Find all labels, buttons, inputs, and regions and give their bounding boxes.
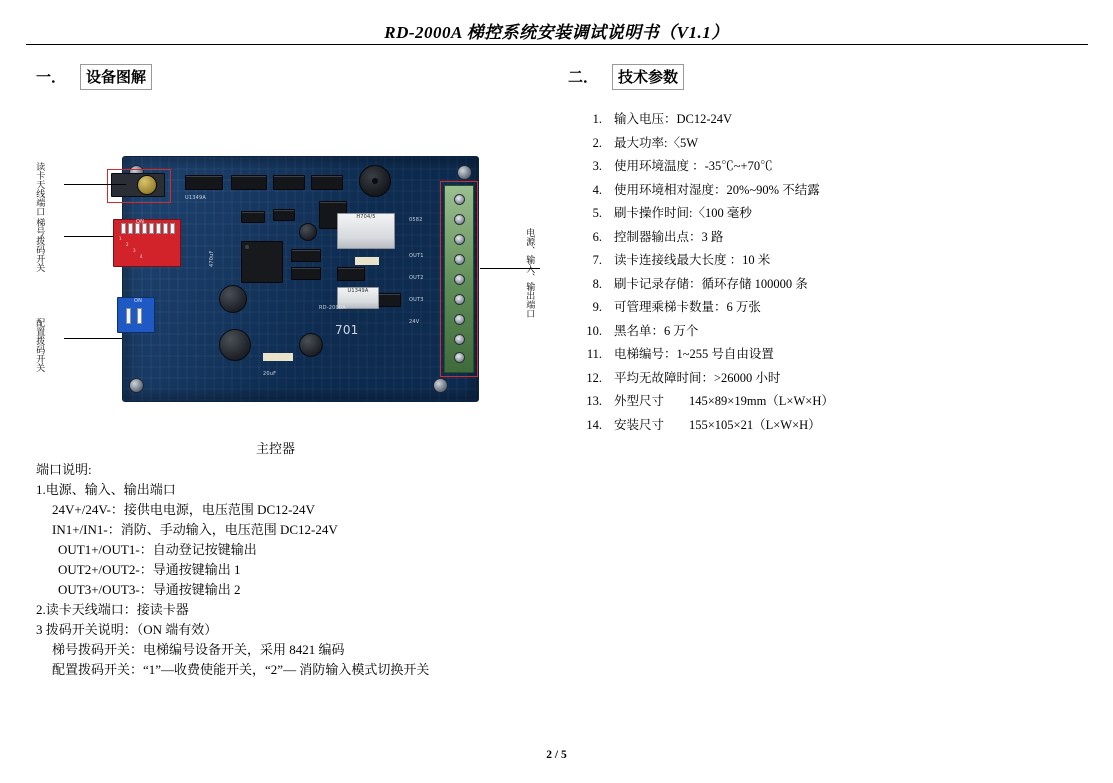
section-heading-device-diagram	[36, 64, 152, 90]
callout-leader	[64, 338, 122, 339]
port-line: OUT2+/OUT2-：导通按键输出 1	[58, 562, 241, 577]
dip-digit: 4	[140, 254, 143, 259]
ic-chip	[273, 209, 295, 221]
section-number: 二．	[568, 70, 599, 86]
pin-header	[263, 353, 293, 361]
pcb-board	[119, 156, 479, 402]
spec-text: 输入电压：DC12-24V	[614, 112, 733, 126]
spec-index: 7.	[592, 253, 602, 267]
page-footer: 2 / 5	[546, 749, 567, 761]
spec-index: 4.	[592, 182, 602, 197]
board-caption: 主控器	[256, 441, 296, 456]
spec-text: 可管理乘梯卡数量：6 万张	[614, 300, 761, 314]
relay	[337, 213, 395, 249]
capacitor	[219, 329, 251, 361]
port-description-heading: 端口说明:	[36, 462, 92, 477]
spec-item	[568, 367, 1068, 391]
spec-item	[568, 155, 1068, 179]
spec-item	[568, 343, 1068, 367]
dip-on-label: ON	[134, 298, 143, 304]
config-dip-switch[interactable]	[117, 297, 155, 333]
ic-chip	[291, 249, 321, 262]
silk-label: 24V	[409, 319, 420, 325]
dip-digit: 2	[126, 242, 129, 247]
spec-index: 3.	[592, 159, 602, 173]
highlight-box-antenna	[107, 169, 171, 203]
relay-silk-label: U1349A	[347, 288, 369, 294]
section-title: 技术参数	[612, 64, 684, 90]
mount-hole	[129, 378, 144, 393]
spec-item	[568, 414, 1068, 438]
silk-label: U1349A	[185, 195, 207, 201]
spec-text: 安装尺寸 155×105×21（L×W×H）	[614, 417, 821, 432]
callout-leader	[64, 184, 126, 185]
elevator-number-dip-switch[interactable]	[113, 219, 181, 267]
spec-text: 外型尺寸 145×89×19mm（L×W×H）	[614, 394, 834, 408]
spec-text: 电梯编号：1~255 号自由设置	[614, 347, 774, 361]
spec-item	[568, 390, 1068, 414]
spec-index: 11.	[586, 347, 602, 361]
spec-text: 读卡连接线最大长度 ：10 米	[614, 253, 771, 267]
spec-item	[568, 132, 1068, 156]
spec-text: 使用环境温度 ：-35℃~+70℃	[614, 159, 773, 173]
dip-digit: 1	[119, 236, 122, 241]
spec-item	[568, 249, 1068, 273]
port-description-block	[36, 460, 556, 680]
spec-text: 黑名单：6 万个	[614, 323, 699, 338]
spec-text: 平均无故障时间：>26000 小时	[614, 370, 781, 385]
header-divider	[26, 44, 1088, 45]
port-line: 24V+/24V-：接供电电源，电压范围 DC12-24V	[52, 502, 315, 517]
spec-index: 14.	[586, 417, 602, 432]
spec-item	[568, 179, 1068, 203]
port-line: 2.读卡天线端口：接读卡器	[36, 602, 189, 617]
capacitor	[219, 285, 247, 313]
silk-label: OUT2	[409, 275, 424, 281]
dip-on-label: ON	[136, 219, 145, 225]
ic-chip	[241, 211, 265, 223]
callout-power-io-port: 电源、输入、输出端口	[525, 228, 536, 318]
silk-label: 470uF	[209, 250, 215, 267]
silk-label: 0582	[409, 217, 423, 223]
ic-chip	[185, 175, 223, 190]
silk-label: 20uF	[263, 371, 277, 377]
spec-text: 控制器输出点：3 路	[614, 229, 724, 244]
ic-chip	[311, 175, 343, 190]
callout-leader	[64, 236, 114, 237]
port-line: 1.电源、输入、输出端口	[36, 482, 176, 497]
ic-chip	[231, 175, 267, 190]
capacitor	[299, 223, 317, 241]
port-line: OUT1+/OUT1-：自动登记按键输出	[58, 542, 257, 557]
mount-hole	[457, 165, 472, 180]
spec-text: 最大功率:〈5W	[614, 135, 699, 150]
section-title: 设备图解	[80, 64, 152, 90]
dip-digit: 3	[133, 248, 136, 253]
ic-chip	[337, 267, 365, 281]
port-line: IN1+/IN1-：消防、手动输入，电压范围 DC12-24V	[52, 522, 338, 537]
buzzer	[359, 165, 391, 197]
spec-text: 刷卡操作时间:〈100 毫秒	[614, 206, 752, 220]
spec-index: 10.	[586, 323, 602, 338]
port-line: 配置拨码开关：“1”—收费使能开关，“2”— 消防输入模式切换开关	[52, 662, 430, 677]
spec-item	[568, 296, 1068, 320]
section-number: 一．	[36, 70, 67, 86]
silk-label: OUT3	[409, 297, 424, 303]
spec-item	[568, 202, 1068, 226]
spec-index: 12.	[586, 370, 602, 385]
capacitor	[299, 333, 323, 357]
spec-item	[568, 108, 1068, 132]
spec-text: 刷卡记录存储：循环存储 100000 条	[614, 276, 808, 291]
section-heading-tech-specs	[568, 64, 684, 90]
spec-index: 2.	[592, 135, 602, 150]
controller-board-illustration	[60, 140, 540, 410]
spec-index: 6.	[592, 229, 602, 244]
document-header-title: RD-2000A 梯控系统安装调试说明书（V1.1）	[384, 23, 729, 42]
silk-label: OUT1	[409, 253, 424, 259]
spec-index: 5.	[592, 206, 602, 220]
spec-item	[568, 226, 1068, 250]
mount-hole	[433, 378, 448, 393]
silk-label-model: RD-2000A	[319, 305, 346, 311]
ic-chip	[273, 175, 305, 190]
port-line: 3 拨码开关说明：（ON 端有效）	[36, 622, 218, 637]
spec-index: 9.	[592, 300, 602, 314]
highlight-box-terminal	[440, 181, 478, 377]
callout-elevator-number-dip: 梯号拨码开关	[35, 218, 46, 272]
callout-config-dip: 配置拨码开关	[35, 318, 46, 372]
spec-index: 13.	[586, 394, 602, 408]
port-line: 梯号拨码开关：电梯编号设备开关，采用 8421 编码	[52, 642, 345, 657]
spec-item	[568, 273, 1068, 297]
callout-reader-antenna-port: 读卡天线端口	[35, 162, 46, 216]
tech-spec-list	[568, 108, 1068, 437]
spec-index: 8.	[592, 276, 602, 291]
port-line: OUT3+/OUT3-：导通按键输出 2	[58, 582, 241, 597]
relay-silk-label: H704/5	[356, 214, 376, 220]
spec-item	[568, 320, 1068, 344]
spec-index: 1.	[592, 112, 602, 126]
mcu-chip	[241, 241, 283, 283]
silk-label-701: 701	[335, 323, 359, 337]
pin-header	[355, 257, 379, 265]
spec-text: 使用环境相对湿度：20%~90% 不结露	[614, 182, 820, 197]
ic-chip	[291, 267, 321, 280]
